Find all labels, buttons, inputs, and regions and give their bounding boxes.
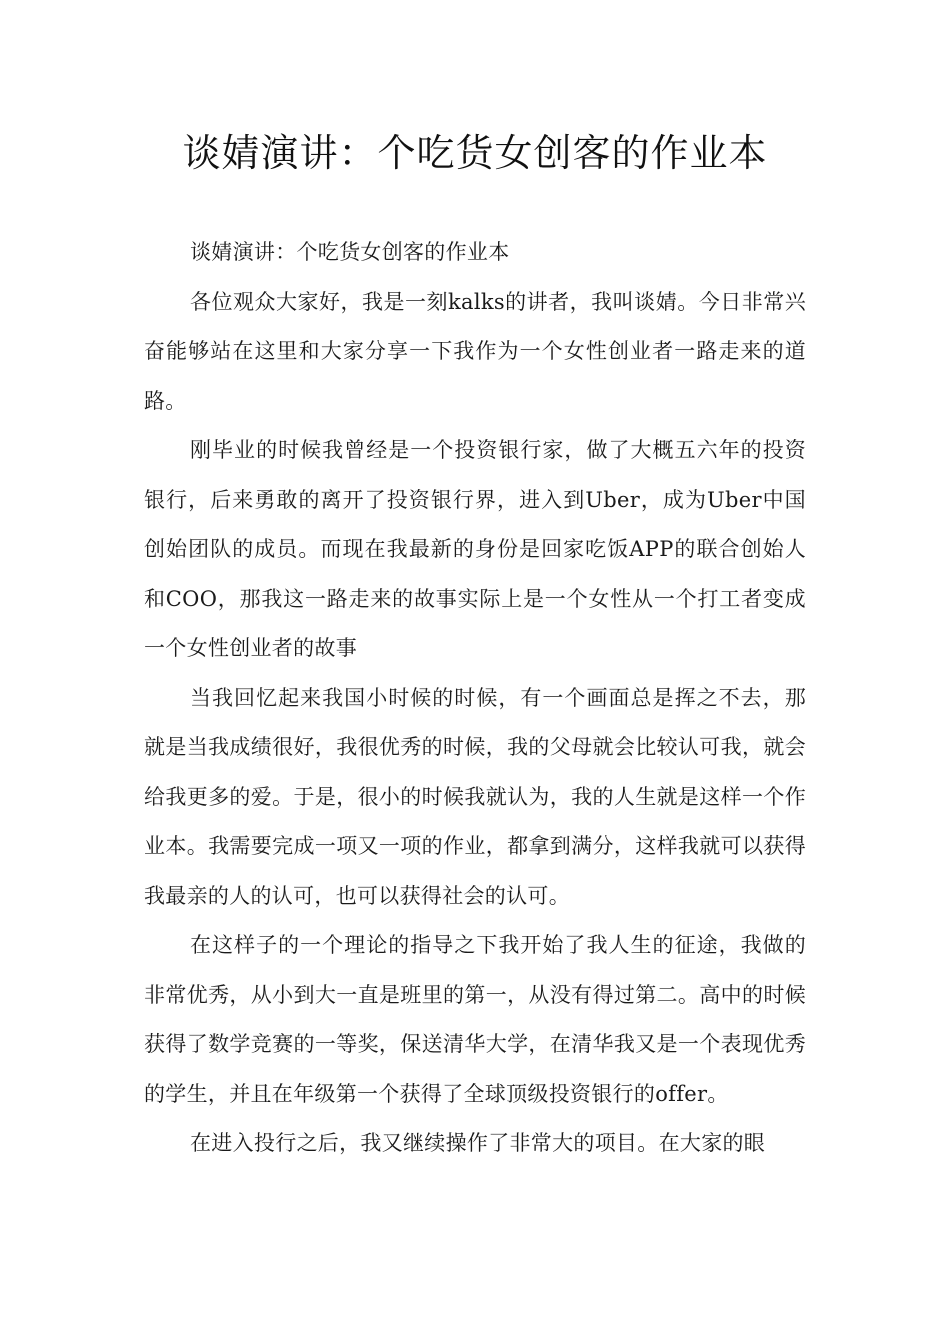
document-body xyxy=(144,228,806,1169)
document-title: 谈婧演讲：个吃货女创客的作业本 xyxy=(182,131,768,175)
paragraph: 在进入投行之后，我又继续操作了非常大的项目。在大家的眼 xyxy=(190,1131,766,1155)
paragraph: 谈婧演讲：个吃货女创客的作业本 xyxy=(190,240,510,264)
paragraph: 刚毕业的时候我曾经是一个投资银行家，做了大概五六年的投资银行，后来勇敢的离开了投资银行界，进入到Uber，成为Uber中国创始团队的成员。而现在我最新的身份是回家吃饭APP的联合创始人和COO，那我这一路走来的故事实际上是一个女性从一个打工者变成一个女性创业者的故事 xyxy=(144,438,806,660)
paragraph: 在这样子的一个理论的指导之下我开始了我人生的征途，我做的非常优秀，从小到大一直是班里的第一，从没有得过第二。高中的时候获得了数学竞赛的一等奖，保送清华大学，在清华我又是一个表现优秀的学生，并且在年级第一个获得了全球顶级投资银行的offer。 xyxy=(144,933,806,1106)
paragraph: 各位观众大家好，我是一刻kalks的讲者，我叫谈婧。今日非常兴奋能够站在这里和大家分享一下我作为一个女性创业者一路走来的道路。 xyxy=(144,289,806,413)
paragraph: 当我回忆起来我国小时候的时候，有一个画面总是挥之不去，那就是当我成绩很好，我很优秀的时候，我的父母就会比较认可我，就会给我更多的爱。于是，很小的时候我就认为，我的人生就是这样一个作业本。我需要完成一项又一项的作业，都拿到满分，这样我就可以获得我最亲的人的认可，也可以获得社会的认可。 xyxy=(144,685,806,908)
